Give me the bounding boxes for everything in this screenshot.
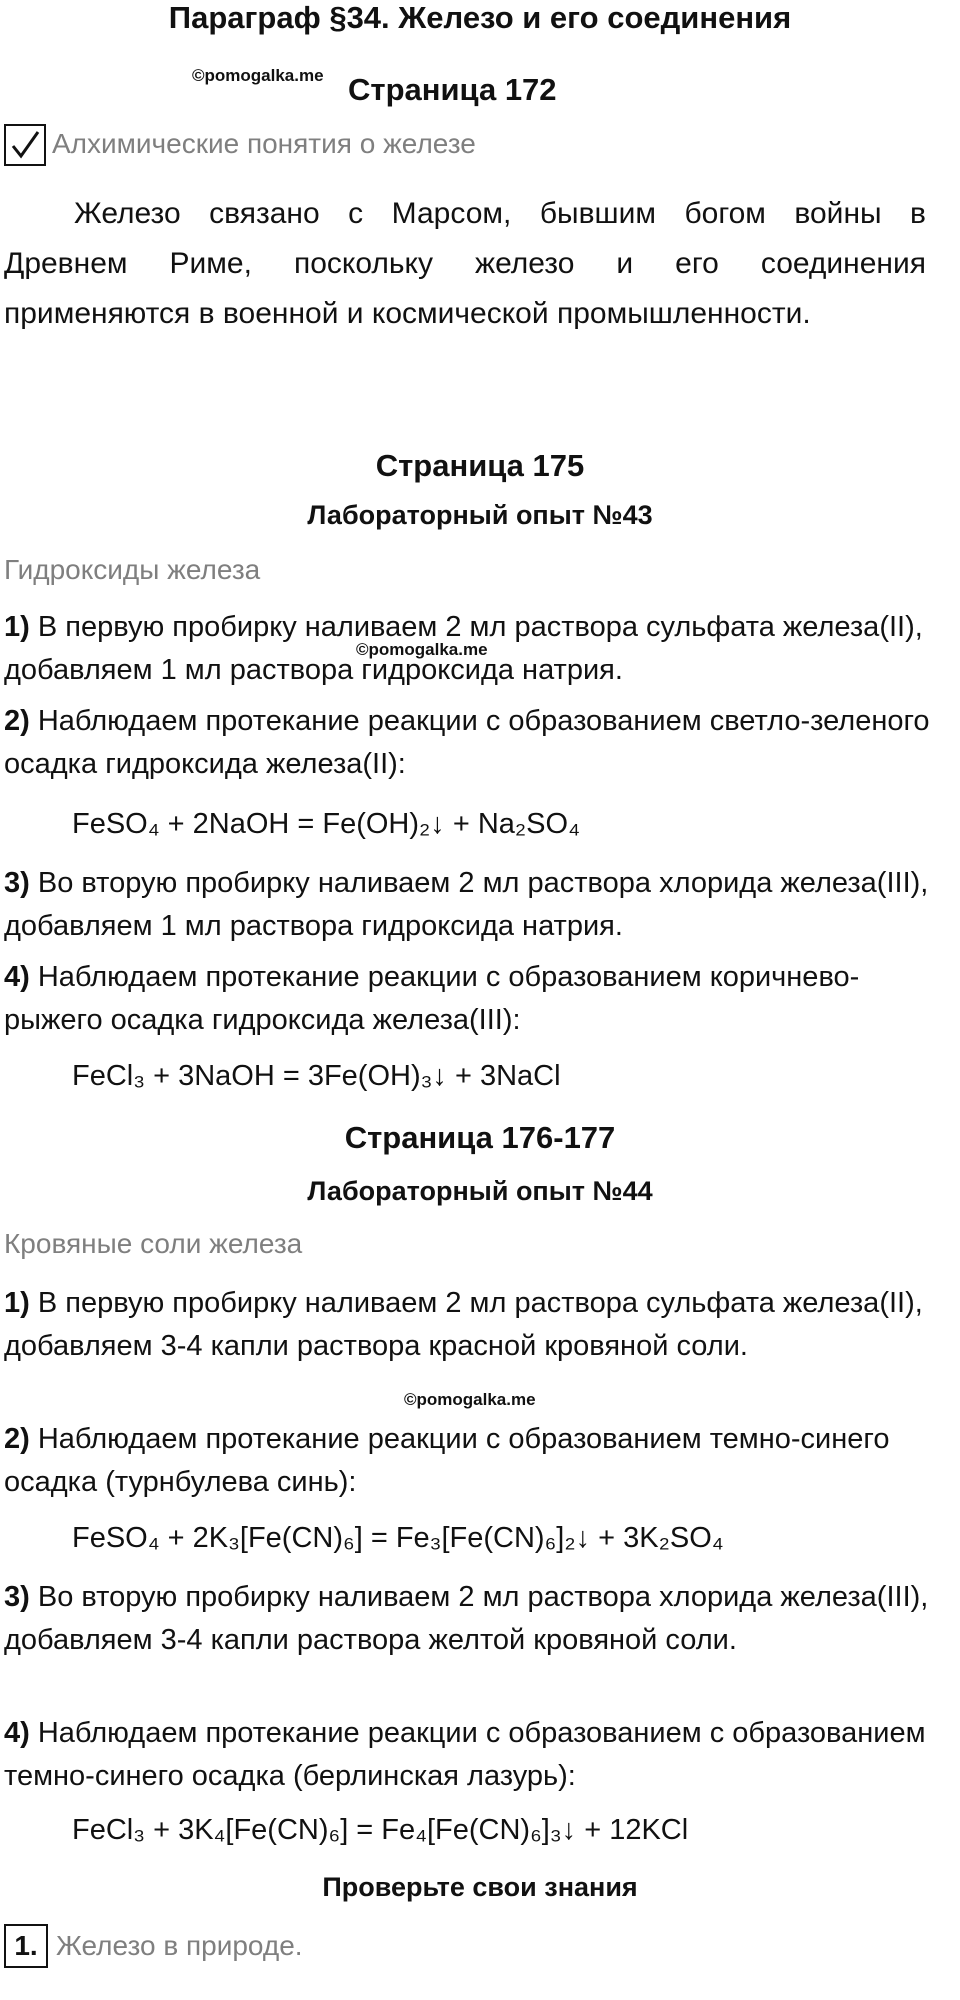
step-2	[4, 700, 934, 786]
step-text: В первую пробирку наливаем 2 мл раствора сульфата железа(II), добавляем 1 мл раствора гидроксида натрия.	[4, 611, 923, 686]
step-number: 3)	[4, 1581, 30, 1613]
equation-3: FeSO₄ + 2K₃[Fe(CN)₆] = Fe₃[Fe(CN)₆]₂↓ + 3K₂SO₄	[72, 1522, 724, 1554]
paragraph-line-2: Древнем Риме, поскольку железо и его соединения	[4, 247, 926, 280]
section-heading-172: Страница 172	[348, 72, 557, 107]
watermark: ©pomogalka.me	[192, 66, 324, 85]
step-1	[4, 1282, 934, 1368]
equation-1: FeSO₄ + 2NaOH = Fe(OH)₂↓ + Na₂SO₄	[72, 808, 580, 840]
step-number: 1)	[4, 611, 30, 643]
subtitle-hydroxides: Гидроксиды железа	[4, 554, 261, 585]
step-text: Во вторую пробирку наливаем 2 мл раствора хлорида железа(III), добавляем 1 мл раствора гидроксида натрия.	[4, 867, 929, 942]
task-label-alchemy: Алхимические понятия о железе	[52, 128, 476, 159]
step-text: Наблюдаем протекание реакции с образованием коричнево-рыжего осадка гидроксида железа(III):	[4, 961, 860, 1036]
step-4	[4, 956, 934, 1042]
step-number: 3)	[4, 867, 30, 899]
step-number: 2)	[4, 705, 30, 737]
task-number-box	[4, 1924, 48, 1968]
equation-4: FeCl₃ + 3K₄[Fe(CN)₆] = Fe₄[Fe(CN)₆]₃↓ + 12KCl	[72, 1814, 689, 1846]
lab-heading-44: Лабораторный опыт №44	[307, 1176, 653, 1206]
section-heading-176: Страница 176-177	[344, 1120, 616, 1155]
step-3	[4, 862, 934, 948]
paragraph-line-1: Железо связано с Марсом, бывшим богом войны в	[74, 197, 926, 230]
watermark: ©pomogalka.me	[356, 640, 488, 659]
step-number: 4)	[4, 961, 30, 993]
section-heading-175: Страница 175	[375, 448, 585, 483]
page-title: Параграф §34. Железо и его соединения	[168, 0, 792, 35]
step-4	[4, 1712, 934, 1798]
step-number: 4)	[4, 1717, 30, 1749]
subtitle-blood-salts: Кровяные соли железа	[4, 1228, 303, 1259]
step-text: Наблюдаем протекание реакции с образованием с образованием темно-синего осадка (берлинская лазурь):	[4, 1717, 926, 1792]
step-3	[4, 1576, 934, 1662]
equation-2: FeCl₃ + 3NaOH = 3Fe(OH)₃↓ + 3NaCl	[72, 1060, 561, 1092]
step-number: 2)	[4, 1423, 30, 1455]
lab-heading-43: Лабораторный опыт №43	[307, 500, 653, 530]
step-2	[4, 1418, 934, 1504]
step-text: Наблюдаем протекание реакции с образованием темно-синего осадка (турнбулева синь):	[4, 1423, 890, 1498]
check-knowledge-heading: Проверьте свои знания	[322, 1872, 638, 1902]
step-text: Наблюдаем протекание реакции с образованием светло-зеленого осадка гидроксида железа(II):	[4, 705, 930, 780]
step-text: Во вторую пробирку наливаем 2 мл раствора хлорида железа(III), добавляем 3-4 капли раствора желтой кровяной соли.	[4, 1581, 929, 1656]
checkmark-icon	[4, 124, 46, 166]
step-number: 1)	[4, 1287, 30, 1319]
task-number: 1.	[14, 1930, 38, 1961]
watermark: ©pomogalka.me	[404, 1390, 536, 1409]
step-text: В первую пробирку наливаем 2 мл раствора сульфата железа(II), добавляем 3-4 капли раствора красной кровяной соли.	[4, 1287, 923, 1362]
task-label-iron-in-nature: Железо в природе.	[56, 1930, 303, 1961]
paragraph-line-3: применяются в военной и космической промышленности.	[4, 297, 811, 330]
